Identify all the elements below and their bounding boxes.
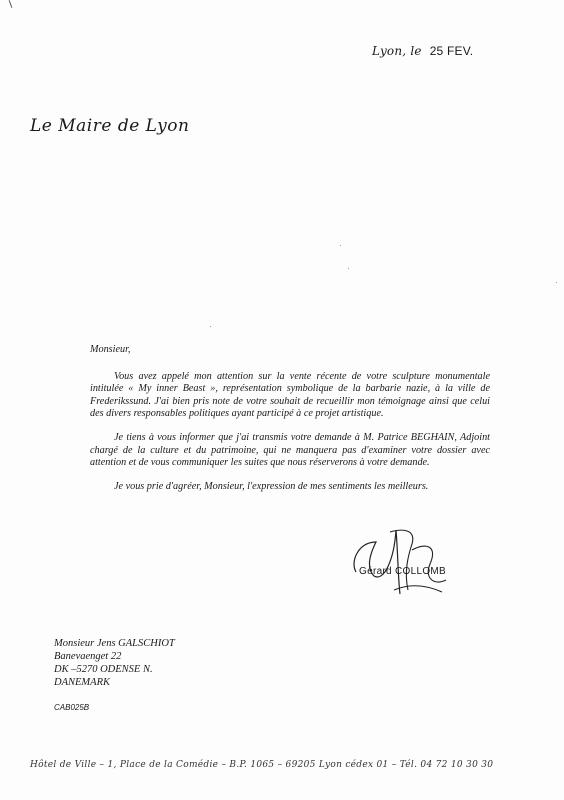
signatory-name: Gérard COLLOMB xyxy=(359,566,447,577)
scan-speck xyxy=(348,268,349,269)
recipient-address xyxy=(54,637,175,689)
letterhead-title: Le Maire de Lyon xyxy=(30,116,190,136)
paragraph-transfer: Je tiens à vous informer que j'ai transmis votre demande à M. Patrice BEGHAIN, Adjoint chargé de la culture et du patrimoine, qui ne manquera pas d'examiner votre dossier avec attention et de vous communiquer les suites que nous réserverons à votre demande. xyxy=(90,431,490,469)
letter-body xyxy=(90,344,490,504)
reference-code: CAB025B xyxy=(54,703,90,712)
place-date xyxy=(372,44,473,58)
scan-speck xyxy=(556,282,557,283)
scan-mark xyxy=(9,0,13,8)
place-label: Lyon, le xyxy=(372,44,422,58)
footer-address: Hôtel de Ville – 1, Place de la Comédie – B.P. 1065 – 69205 Lyon cédex 01 – Tél. 04 72 10 30 30 xyxy=(30,760,494,770)
scan-speck xyxy=(210,326,211,327)
paragraph-closing: Je vous prie d'agréer, Monsieur, l'expression de mes sentiments les meilleurs. xyxy=(114,480,429,492)
handwritten-signature xyxy=(346,520,466,600)
salutation: Monsieur, xyxy=(90,344,131,355)
recipient-street: Banevaenget 22 xyxy=(54,651,122,662)
date-stamp: 25 FEV. xyxy=(429,44,474,58)
recipient-country: DANEMARK xyxy=(54,677,110,688)
scan-speck xyxy=(340,245,341,246)
recipient-name: Monsieur Jens GALSCHIOT xyxy=(54,638,175,649)
paragraph-sale: Vous avez appelé mon attention sur la vente récente de votre sculpture monumentale intitulée « My inner Beast », représentation symbolique de la barbarie nazie, à la ville de Frederikssund. J'ai bien pris note de votre souhait de recueillir mon témoignage ainsi que celui des divers responsables politiques ayant participé à ce projet artistique. xyxy=(90,370,490,420)
recipient-city: DK –5270 ODENSE N. xyxy=(54,664,153,675)
